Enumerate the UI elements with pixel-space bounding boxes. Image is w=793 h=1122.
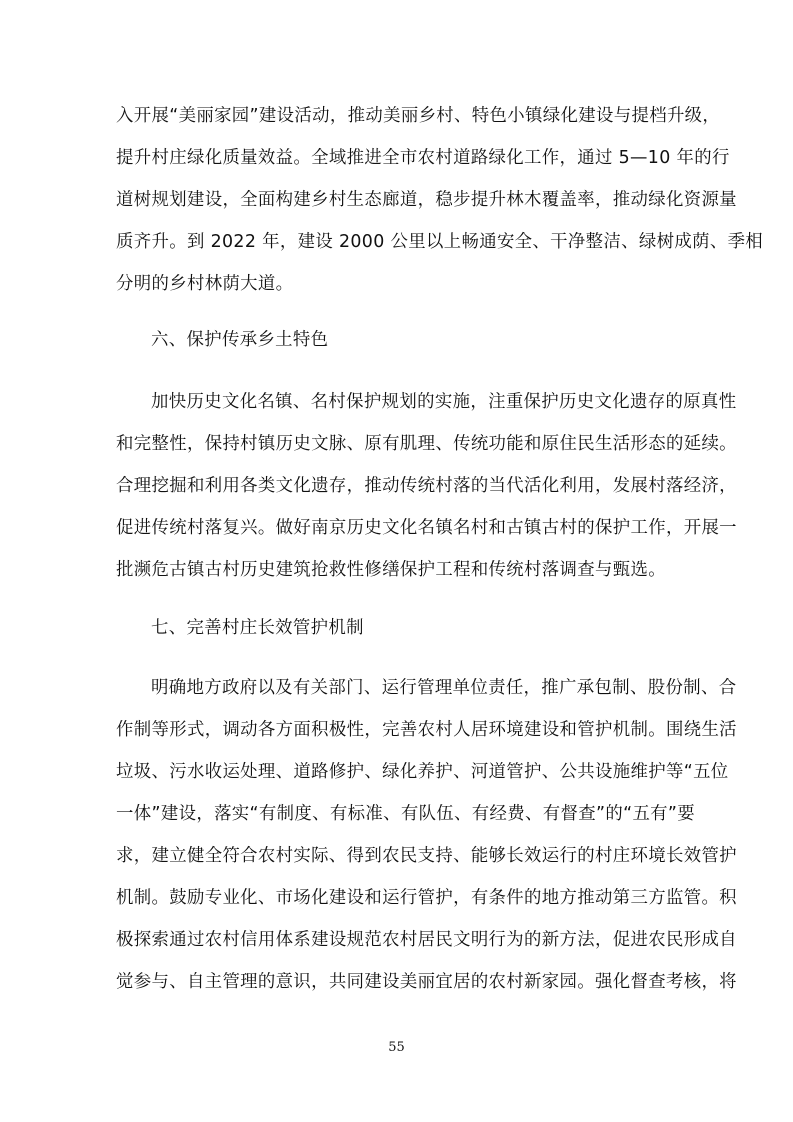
paragraph-line: 机制。鼓励专业化、市场化建设和运行管护，有条件的地方推动第三方监管。积 — [116, 888, 737, 908]
paragraph-line: 觉参与、自主管理的意识，共同建设美丽宜居的农村新家园。强化督查考核，将 — [116, 972, 737, 992]
paragraph-line: 分明的乡村林荫大道。 — [116, 274, 294, 294]
paragraph-line: 一体”建设，落实“有制度、有标准、有队伍、有经费、有督查”的“五有”要 — [116, 804, 696, 824]
page-number: 55 — [388, 1040, 405, 1055]
paragraph-line: 合理挖掘和利用各类文化遗存，推动传统村落的当代活化利用，发展村落经济， — [116, 476, 737, 496]
paragraph-line: 入开展“美丽家园”建设活动，推动美丽乡村、特色小镇绿化建设与提档升级， — [116, 106, 721, 126]
paragraph-line: 明确地方政府以及有关部门、运行管理单位责任，推广承包制、股份制、合 — [151, 678, 737, 698]
paragraph-line: 道树规划建设，全面构建乡村生态廊道，稳步提升林木覆盖率，推动绿化资源量 — [116, 190, 737, 210]
section-heading: 六、保护传承乡土特色 — [151, 330, 329, 350]
paragraph-line: 垃圾、污水收运处理、道路修护、绿化养护、河道管护、公共设施维护等“五位 — [116, 762, 729, 782]
paragraph-line: 求，建立健全符合农村实际、得到农民支持、能够长效运行的村庄环境长效管护 — [116, 846, 737, 866]
section-heading: 七、完善村庄长效管护机制 — [151, 618, 364, 638]
paragraph-line: 加快历史文化名镇、名村保护规划的实施，注重保护历史文化遗存的原真性 — [151, 392, 737, 412]
paragraph-line: 和完整性，保持村镇历史文脉、原有肌理、传统功能和原住民生活形态的延续。 — [116, 434, 737, 454]
paragraph-line: 质齐升。到 2022 年，建设 2000 公里以上畅通安全、干净整洁、绿树成荫、季相 — [116, 232, 764, 252]
paragraph-line: 作制等形式，调动各方面积极性，完善农村人居环境建设和管护机制。围绕生活 — [116, 720, 737, 740]
paragraph-line: 批濒危古镇古村历史建筑抢救性修缮保护工程和传统村落调查与甄选。 — [116, 560, 666, 580]
paragraph-line: 促进传统村落复兴。做好南京历史文化名镇名村和古镇古村的保护工作，开展一 — [116, 518, 737, 538]
paragraph-line: 提升村庄绿化质量效益。全域推进全市农村道路绿化工作，通过 5—10 年的行 — [116, 148, 730, 168]
paragraph-line: 极探索通过农村信用体系建设规范农村居民文明行为的新方法，促进农民形成自 — [116, 930, 737, 950]
